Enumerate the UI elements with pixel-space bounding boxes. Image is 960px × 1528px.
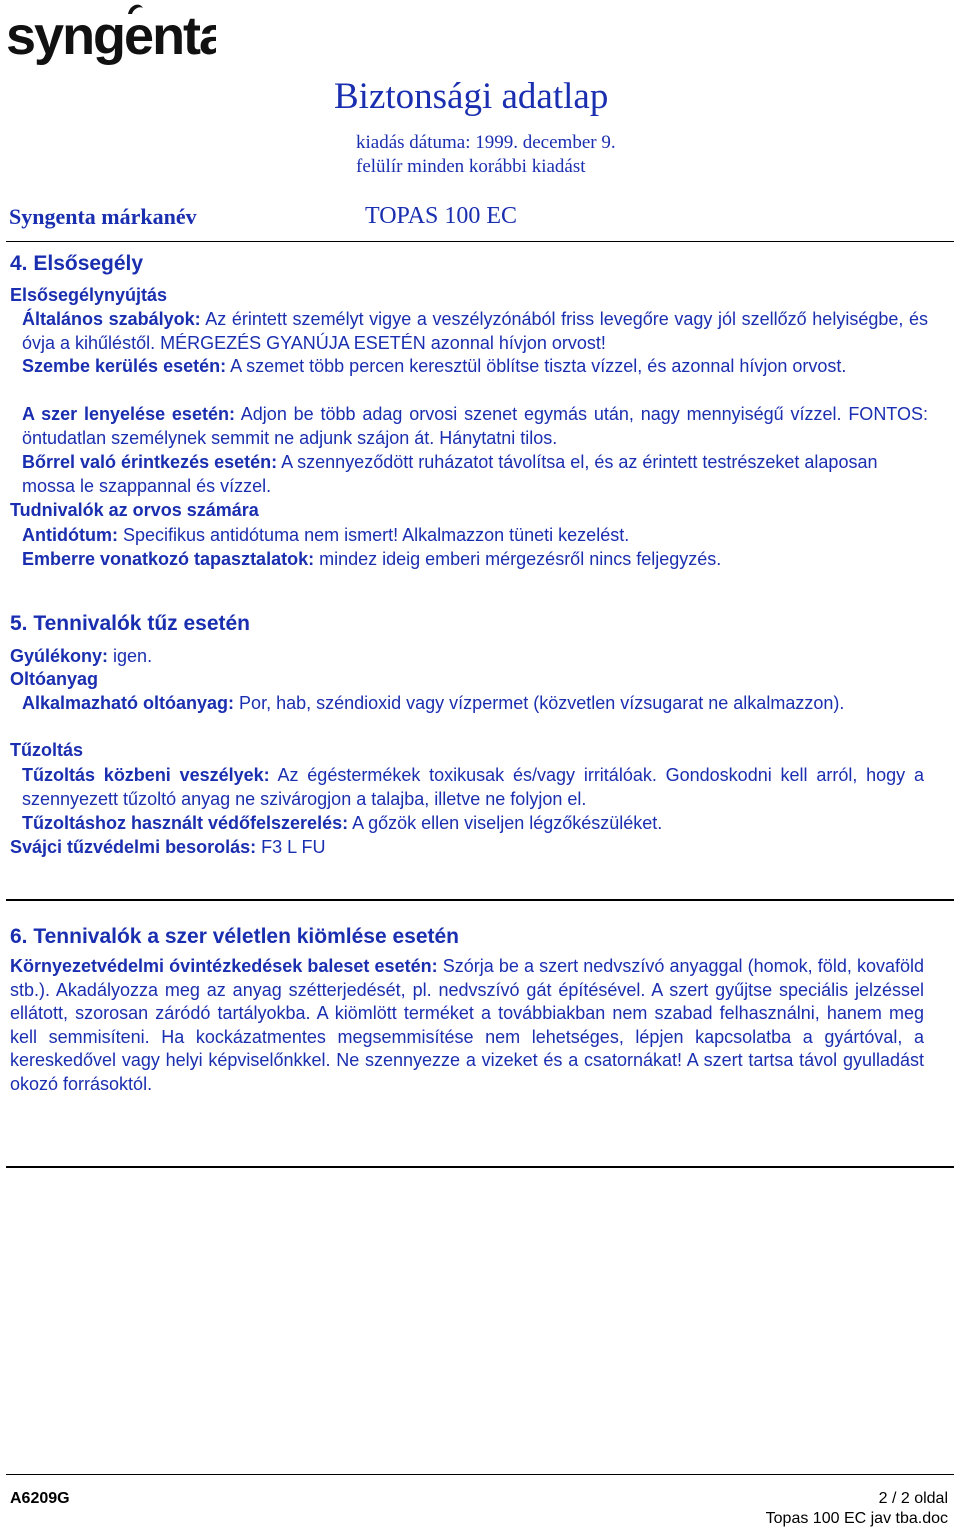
- fire-hazards-label: Tűzoltás közbeni veszélyek:: [22, 765, 270, 785]
- antidote-paragraph: [22, 524, 928, 548]
- suitable-media-text: Por, hab, széndioxid vagy vízpermet (közvetlen vízsugarat ne alkalmazzon).: [234, 693, 845, 713]
- skin-contact-label: Bőrrel való érintkezés esetén:: [22, 452, 278, 472]
- human-experience-paragraph: [22, 548, 928, 572]
- protective-equipment-paragraph: [22, 812, 928, 836]
- eye-contact-text: A szemet több percen keresztül öblítse tiszta vízzel, és azonnal hívjon orvost.: [226, 356, 847, 376]
- section-5-divider: [6, 899, 954, 901]
- supersedes-note: felülír minden korábbi kiadást: [356, 156, 586, 177]
- section-6-title: 6. Tennivalók a szer véletlen kiömlése esetén: [10, 925, 459, 948]
- flammable-label: Gyúlékony:: [10, 646, 109, 666]
- brand-label: Syngenta márkanév: [9, 204, 197, 229]
- doctor-info-heading: Tudnivalók az orvos számára: [10, 500, 259, 520]
- general-rules-label: Általános szabályok:: [22, 309, 201, 329]
- antidote-label: Antidótum:: [22, 525, 118, 545]
- footer-divider: [6, 1474, 954, 1475]
- human-experience-label: Emberre vonatkozó tapasztalatok:: [22, 549, 315, 569]
- document-title: Biztonsági adatlap: [334, 76, 609, 117]
- eye-contact-label: Szembe kerülés esetén:: [22, 356, 227, 376]
- antidote-text: Specifikus antidótuma nem ismert! Alkalmazzon tüneti kezelést.: [117, 525, 630, 545]
- protective-equipment-label: Tűzoltáshoz használt védőfelszerelés:: [22, 813, 349, 833]
- suitable-media-paragraph: [22, 692, 924, 716]
- suitable-media-label: Alkalmazható oltóanyag:: [22, 693, 235, 713]
- first-aid-heading: Elsősegélynyújtás: [10, 285, 168, 305]
- fire-hazards-text: Az égéstermékek toxikusak és/vagy irritálóak. Gondoskodni kell arról, hogy a szennyezett tűzoltó anyag ne szivárogjon a talajba, illetve ne folyjon el.: [22, 765, 924, 809]
- general-rules-text: Az érintett személyt vigye a veszélyzónából friss levegőre vagy jól szellőző helyiségbe, és óvja a kihűléstől. MÉRGEZÉS GYANÚJA ESETÉN azonnal hívjon orvost!: [22, 309, 928, 353]
- environmental-precautions-text: Szórja be a szert nedvszívó anyaggal (homok, föld, kovaföld stb.). Akadályozza meg az anyag szétterjedését, pl. nedvszívó gát építésével. A szert gyűjtse speciális jelzéssel ellátott, szorosan záródó tartályokba. A kiömlött terméket a továbbiakban nem szabad felhasználni, hanem meg kell semmisíteni. Ha kockázatmentes megsemmisítése nem lehetséges, lépjen kapcsolatba a gyártóval, a kereskedővel vagy helyi képviselőnkkel. Ne szennyezze a vizeket és a csatornákat! A szert tartsa távol gyulladást okozó forrásoktól.: [10, 956, 924, 1094]
- section-6-divider: [6, 1166, 954, 1168]
- file-name: Topas 100 EC jav tba.doc: [765, 1510, 948, 1527]
- flammable-paragraph: [10, 645, 930, 669]
- environmental-precautions-label: Környezetvédelmi óvintézkedések baleset esetén:: [10, 956, 438, 976]
- syngenta-logo-mark: [6, 2, 216, 66]
- page-number: 2 / 2 oldal: [878, 1490, 948, 1507]
- swiss-classification-label: Svájci tűzvédelmi besorolás:: [10, 837, 257, 857]
- ingestion-paragraph: [22, 403, 928, 450]
- protective-equipment-text: A gőzök ellen viseljen légzőkészüléket.: [348, 813, 663, 833]
- swiss-classification-paragraph: [10, 836, 930, 860]
- ingestion-text: Adjon be több adag orvosi szenet egymás után, nagy mennyiségű vízzel. FONTOS: öntudatlan személynek semmit ne adjunk szájon át. Hánytatni tilos.: [22, 404, 928, 448]
- eye-contact-paragraph: [22, 355, 928, 379]
- issue-date: kiadás dátuma: 1999. december 9.: [356, 132, 616, 153]
- section-4-title: 4. Elsősegély: [10, 252, 144, 275]
- human-experience-text: mindez ideig emberi mérgezésről nincs feljegyzés.: [314, 549, 722, 569]
- syngenta-logo: [6, 2, 216, 66]
- extinguisher-heading: Oltóanyag: [10, 669, 99, 689]
- ingestion-label: A szer lenyelése esetén:: [22, 404, 235, 424]
- section-5-title: 5. Tennivalók tűz esetén: [10, 612, 251, 635]
- environmental-precautions-paragraph: [10, 955, 924, 1097]
- product-name: TOPAS 100 EC: [365, 203, 518, 229]
- flammable-text: igen.: [108, 646, 153, 666]
- fire-hazards-paragraph: [22, 764, 924, 811]
- logo-wordmark: syngenta: [6, 6, 216, 66]
- general-rules-paragraph: [22, 308, 928, 355]
- skin-contact-text: A szennyeződött ruházatot távolítsa el, és az érintett testrészeket alaposan mossa le szappannal és vízzel.: [22, 452, 878, 496]
- header-divider: [6, 241, 954, 242]
- skin-contact-paragraph: [22, 451, 928, 498]
- swiss-classification-text: F3 L FU: [256, 837, 326, 857]
- document-code: A6209G: [10, 1490, 70, 1507]
- firefighting-heading: Tűzoltás: [10, 740, 84, 760]
